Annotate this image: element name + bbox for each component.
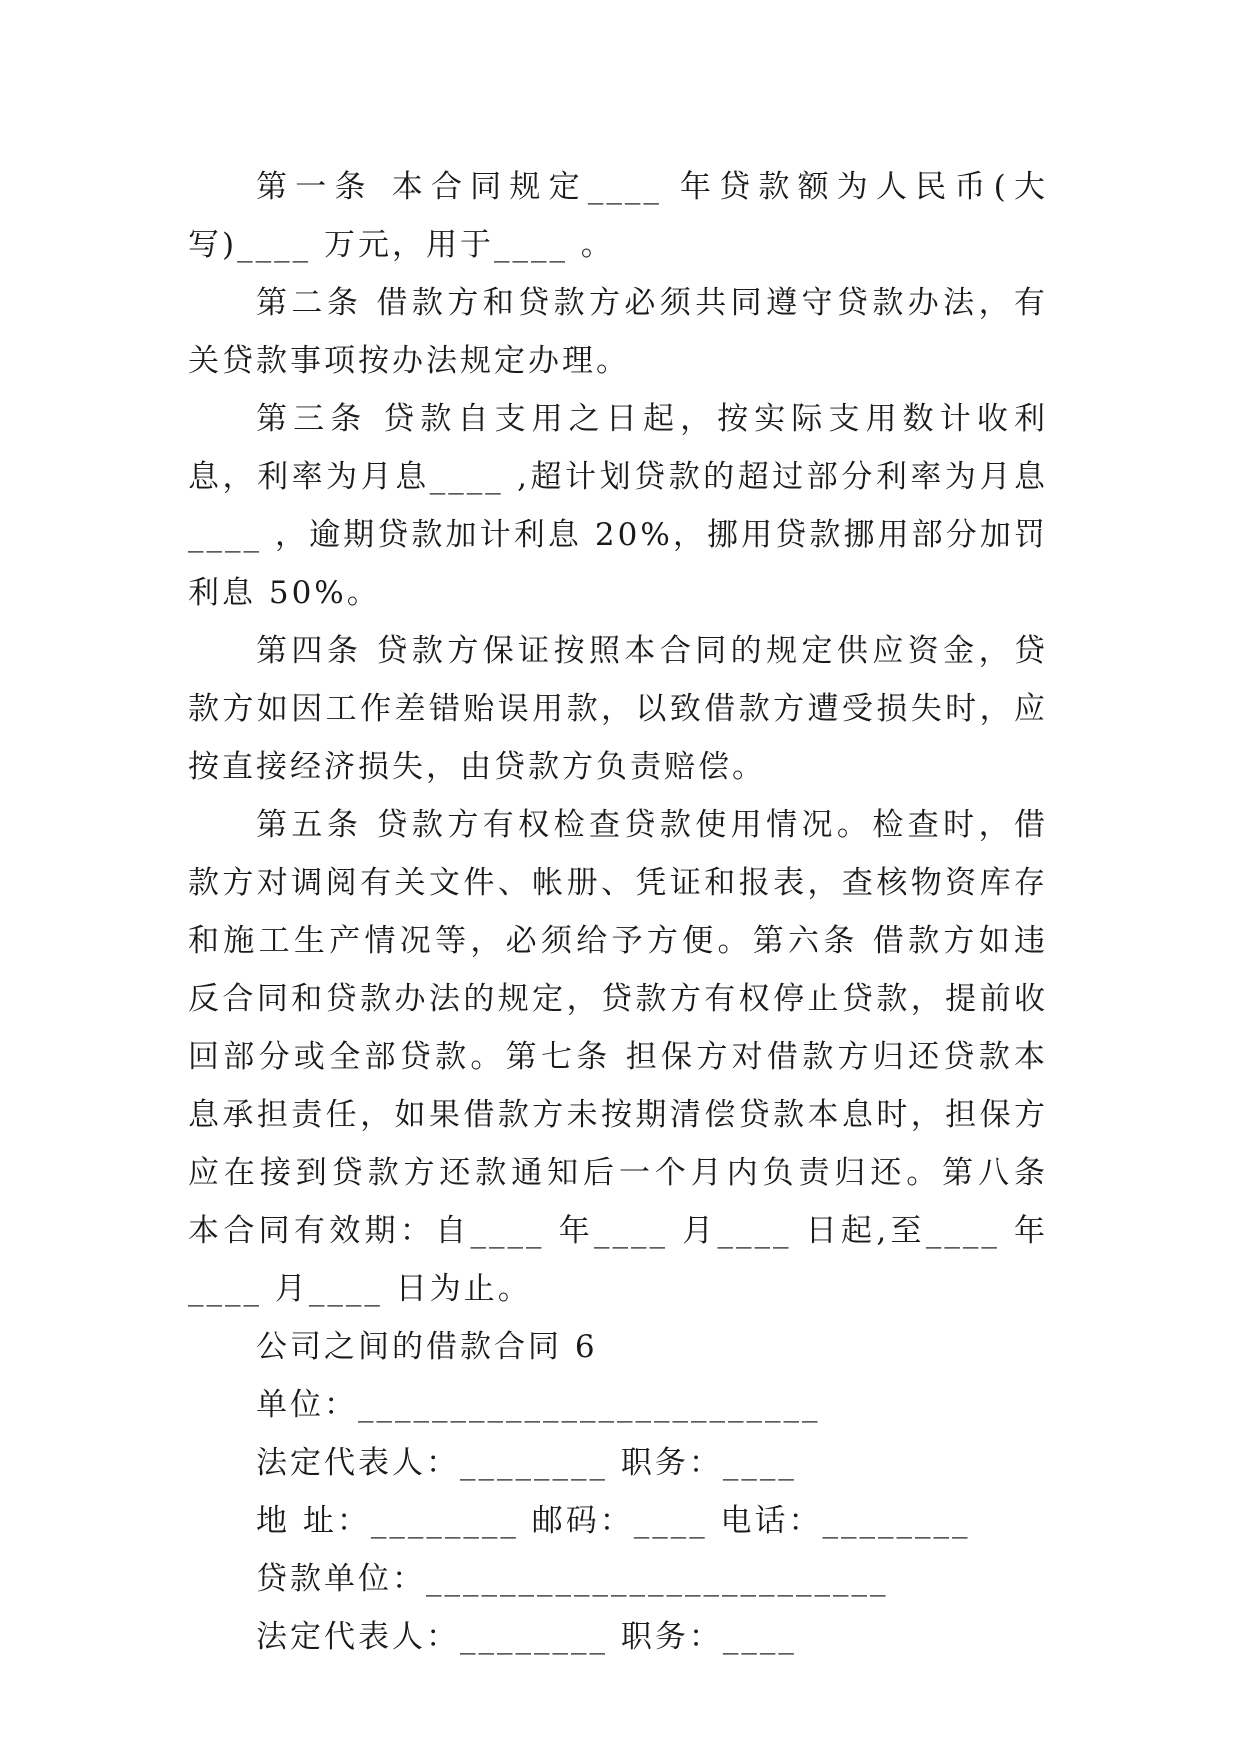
article-1-paragraph: 第一条 本合同规定____ 年贷款额为人民币(大写)____ 万元，用于____ 。 bbox=[188, 169, 1048, 263]
lender-legal-representative-field: 法定代表人：________ 职务：____ bbox=[256, 1619, 797, 1655]
articles-5-to-8-paragraph: 第五条 贷款方有权检查贷款使用情况。检查时，借款方对调阅有关文件、帐册、凭证和报表，查核物资库存和施工生产情况等，必须给予方便。第六条 借款方如违反合同和贷款办法的规定，贷款方有权停止贷款，提前收回部分或全部贷款。第七条 担保方对借款方归还贷款本息承担责任，如果借款方未按期清偿贷款本息时，担保方应在接到贷款方还款通知后一个月内负责归还。第八条 本合同有效期：自____ 年____ 月____ 日起,至____ 年____ 月____ 日为止。 bbox=[188, 807, 1061, 1307]
article-4-paragraph: 第四条 贷款方保证按照本合同的规定供应资金，贷款方如因工作差错贻误用款，以致借款方遭受损失时，应按直接经济损失，由贷款方负责赔偿。 bbox=[188, 633, 1048, 785]
lender-unit-field: 贷款单位：_________________________ bbox=[256, 1561, 889, 1597]
address-postcode-phone-field: 地 址：________ 邮码：____ 电话：________ bbox=[256, 1503, 971, 1539]
article-2-paragraph: 第二条 借款方和贷款方必须共同遵守贷款办法，有关贷款事项按办法规定办理。 bbox=[188, 285, 1048, 379]
legal-representative-field: 法定代表人：________ 职务：____ bbox=[256, 1445, 797, 1481]
section-title: 公司之间的借款合同 6 bbox=[256, 1329, 598, 1365]
article-3-paragraph: 第三条 贷款自支用之日起，按实际支用数计收利息，利率为月息____ ,超计划贷款的超过部分利率为月息____ ，逾期贷款加计利息 20%，挪用贷款挪用部分加罚利息 50%。 bbox=[188, 401, 1048, 611]
unit-field: 单位：_________________________ bbox=[256, 1387, 821, 1423]
document-page bbox=[188, 158, 1061, 1666]
